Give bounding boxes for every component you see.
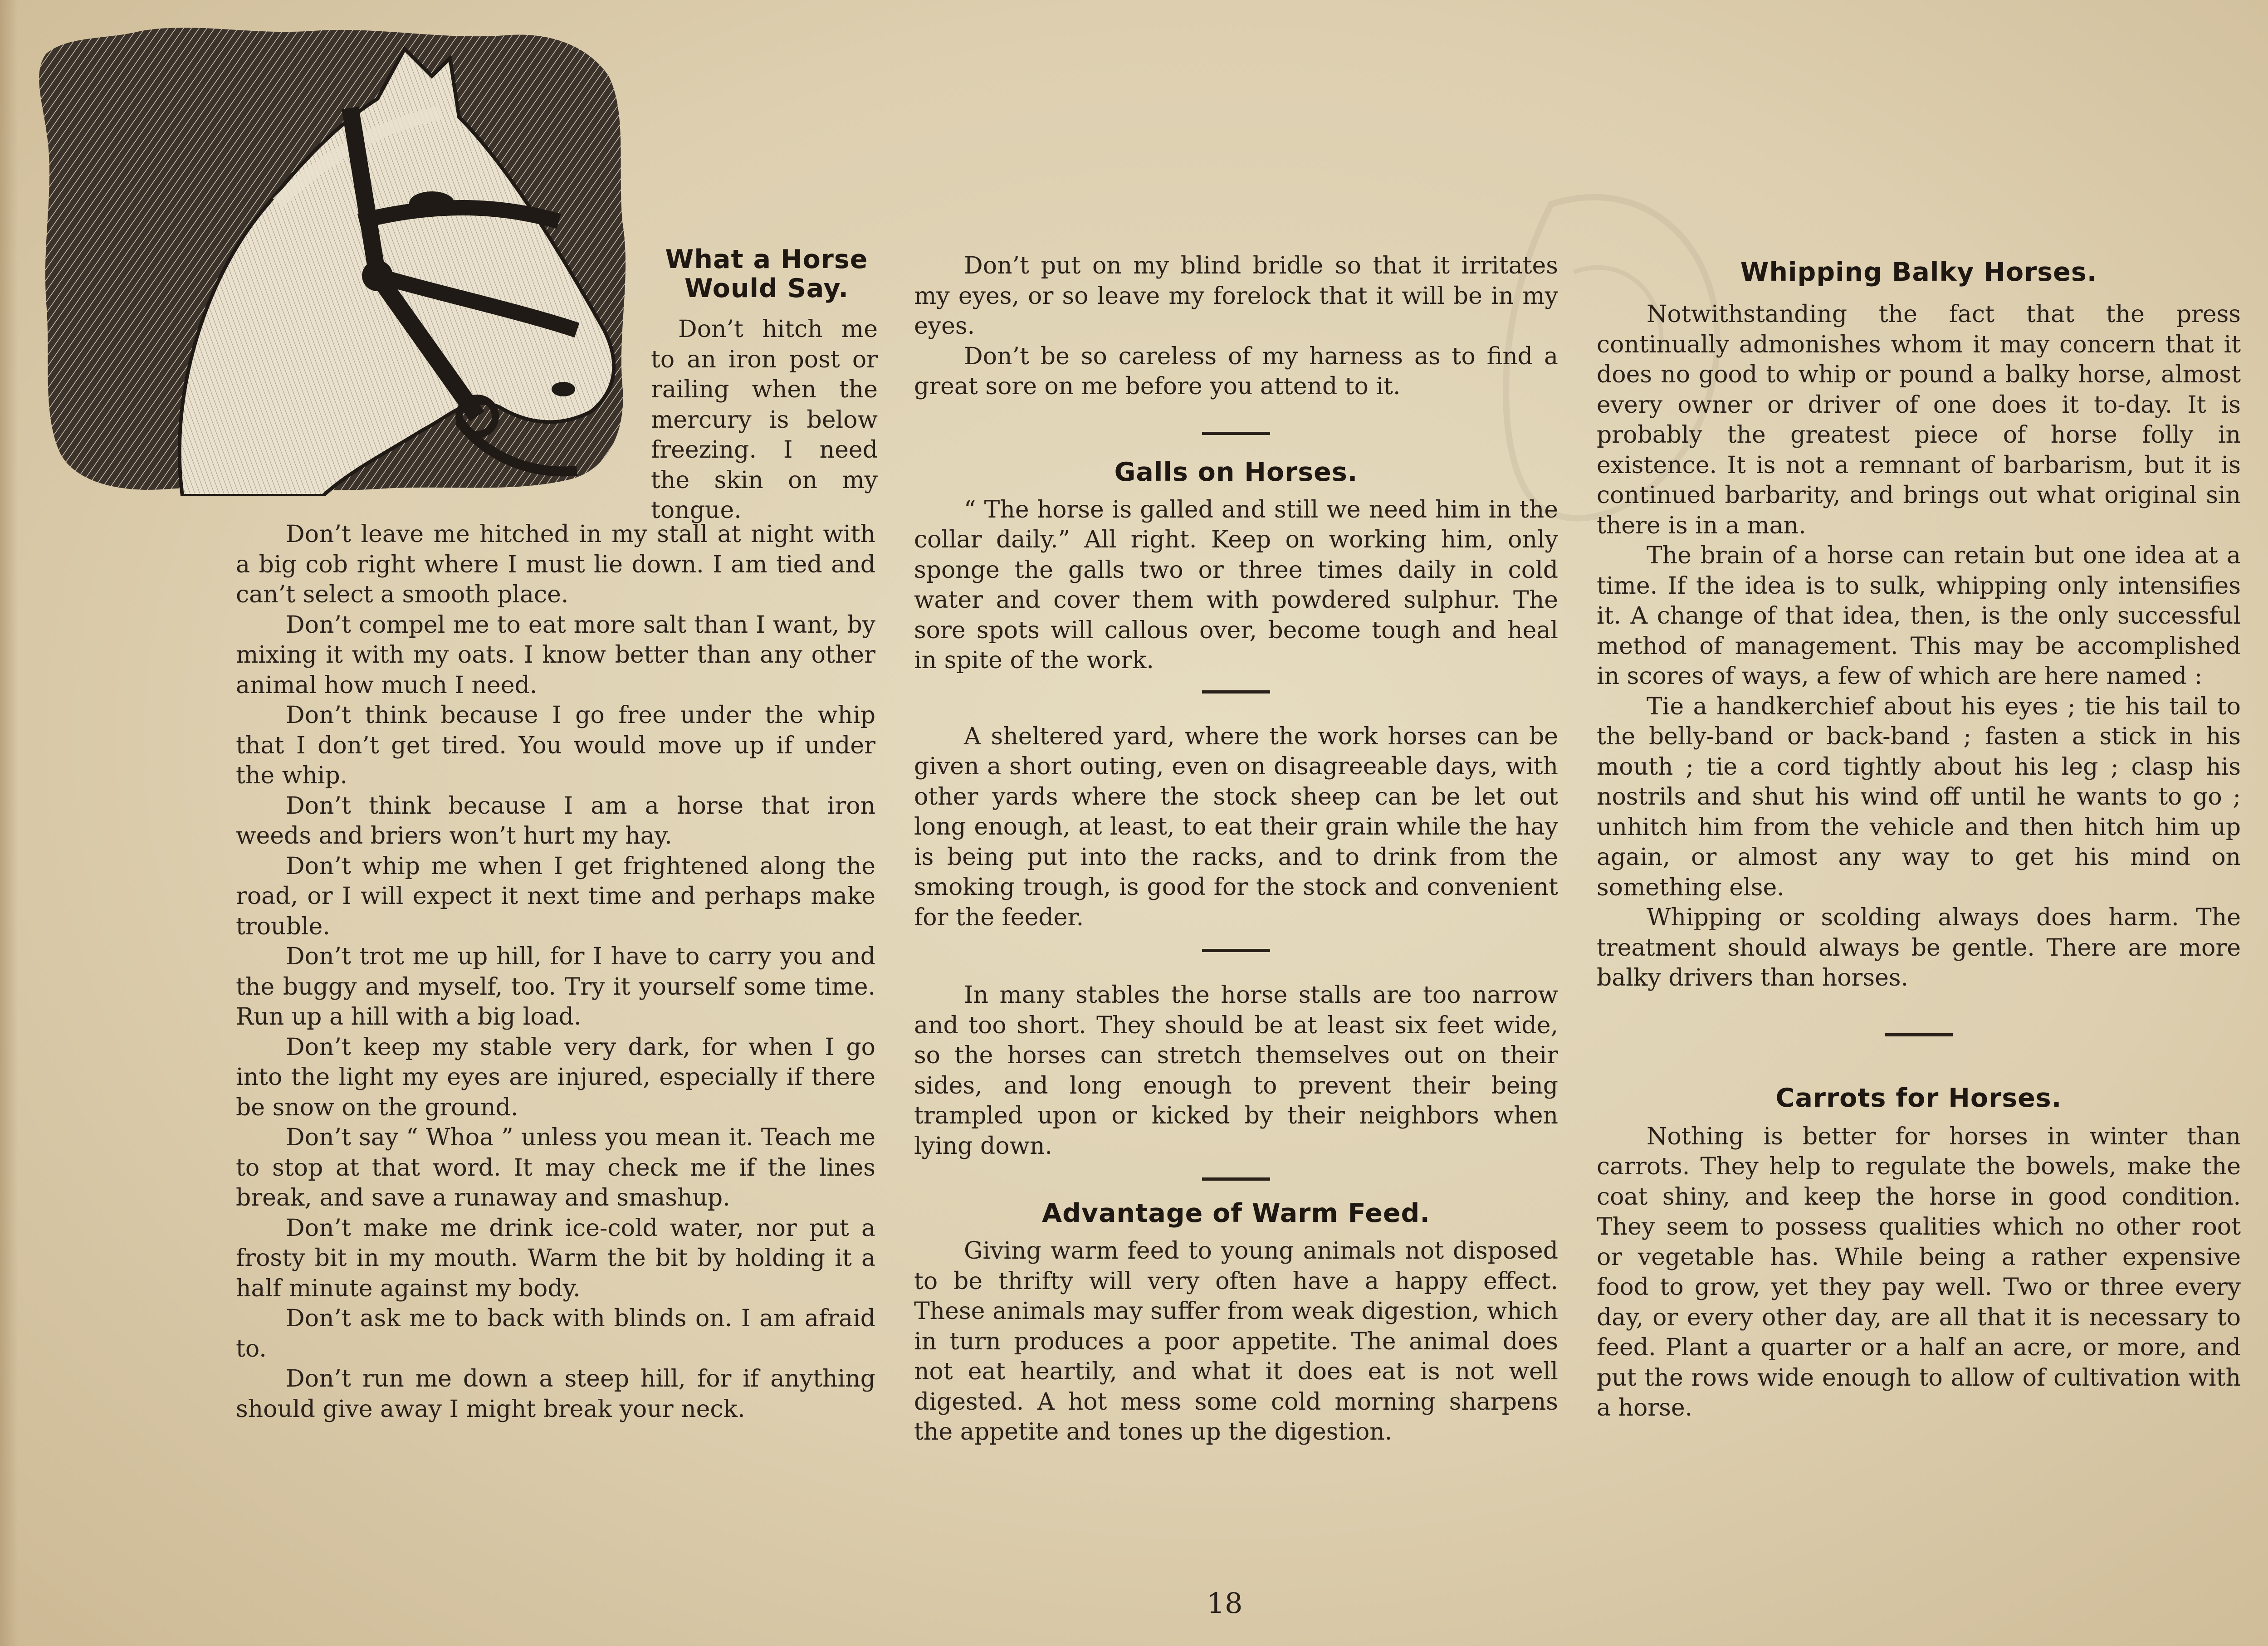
paragraph: Notwithstanding the fact that the press continually admonishes whom it may concern that it does no good to whip or pound a balky horse, almost every owner or driver of one does it to-day. It is probably the greatest piece of horse folly in existence. It is not a remnant of barbarism, but it is continued barbarity, and brings out what original sin there is in a man. (1597, 301, 2241, 539)
galls-heading: Galls on Horses. (1114, 457, 1358, 487)
carrots-heading: Carrots for Horses. (1775, 1083, 2062, 1113)
paragraph: Tie a handkerchief about his eyes ; tie his tail to the belly-band or back-band ; fasten a stick in his mouth ; tie a cord tightly about his leg ; clasp his nostrils and shut his wind off until he wants to go ; unhitch him from the vehicle and then hitch him up again, or almost any way to get his mind on something else. (1597, 693, 2241, 901)
page-fold-shadow (0, 0, 18, 1646)
paragraph: Don’t compel me to eat more salt than I want, by mixing it with my oats. I know better than any other animal how much I need. (236, 611, 875, 699)
paragraph: Don’t put on my blind bridle so that it irritates my eyes, or so leave my forelock that it will be in my eyes. (914, 252, 1558, 340)
paragraph: Don’t whip me when I get frightened along the road, or I will expect it next time and perhaps make trouble. (236, 852, 875, 940)
paragraph: Don’t run me down a steep hill, for if anything should give away I might break your neck. (236, 1365, 875, 1423)
horse-head-illustration (33, 22, 636, 496)
paragraph: A sheltered yard, where the work horses can be given a short outing, even on disagreeable days, with other yards where the stock sheep can be let out long enough, at least, to eat their grain while the hay is being put into the racks, and to drink from the smoking trough, is good for the stock and convenient for the feeder. (914, 723, 1558, 931)
section-divider (1202, 432, 1270, 435)
paragraph: Nothing is better for horses in winter than carrots. They help to regulate the bowels, make the coat shiny, and keep the horse in good condition. They seem to possess qualities which no other root or vegetable has. While being a rather expensive food to grow, yet they pay well. Two or three every day, or every other day, are all that it is necessary to feed. Plant a quarter or a half an acre, or more, and put the rows wide enough to allow of cultivation with a horse. (1597, 1123, 2241, 1421)
whipping-heading: Whipping Balky Horses. (1740, 257, 2097, 287)
page-number: 18 (1207, 1587, 1243, 1620)
paragraph: The brain of a horse can retain but one idea at a time. If the idea is to sulk, whipping only intensifies it. A change of that idea, then, is the only successful method of management. This may be accomplished in scores of ways, a few of which are here named : (1597, 542, 2241, 690)
paragraph: Don’t be so careless of my harness as to find a great sore on me before you attend to it. (914, 342, 1558, 400)
section-divider (1202, 690, 1270, 694)
warm-feed-heading: Advantage of Warm Feed. (1042, 1198, 1430, 1228)
paragraph: In many stables the horse stalls are too narrow and too short. They should be at least six feet wide, so the horses can stretch themselves out on their sides, and long enough to prevent their being trampled upon or kicked by their neighbors when lying down. (914, 982, 1558, 1160)
paragraph: Whipping or scolding always does harm. The treatment should always be gentle. There are more balky drivers than horses. (1597, 904, 2241, 992)
column-1 (236, 519, 875, 1424)
section-divider (1885, 1033, 1953, 1036)
paragraph: “ The horse is galled and still we need him in the collar daily.” All right. Keep on working him, only sponge the galls two or three times daily in cold water and cover them with powdered sulphur. The sore spots will callous over, become tough and heal in spite of the work. (914, 496, 1558, 674)
paragraph: Don’t keep my stable very dark, for when I go into the light my eyes are injured, especially if there be snow on the ground. (236, 1033, 875, 1121)
intro-text (651, 314, 878, 526)
paragraph: Don’t leave me hitched in my stall at night with a big cob right where I must lie down. I am tied and can’t select a smooth place. (236, 521, 875, 608)
intro-paragraph: Don’t hitch me to an iron post or railing when the mercury is below freezing. I need the skin on my tongue. (651, 316, 878, 524)
paragraph: Don’t make me drink ice-cold water, nor put a frosty bit in my mouth. Warm the bit by holding it a half minute against my body. (236, 1214, 875, 1302)
paragraph: Don’t think because I am a horse that iron weeds and briers won’t hurt my hay. (236, 792, 875, 850)
paragraph: Don’t think because I go free under the whip that I don’t get tired. You would move up if under the whip. (236, 702, 875, 789)
paragraph: Don’t trot me up hill, for I have to carry you and the buggy and myself, too. Try it yourself some time. Run up a hill with a big load. (236, 943, 875, 1031)
paragraph: Don’t ask me to back with blinds on. I am afraid to. (236, 1305, 875, 1363)
section-divider (1202, 1177, 1270, 1181)
paragraph: Don’t say “ Whoa ” unless you mean it. Teach me to stop at that word. It may check me if the lines break, and save a runaway and smashup. (236, 1124, 875, 1211)
column-2 (914, 251, 1558, 1447)
column-3 (1597, 257, 2241, 1423)
what-a-horse-would-say-heading: What a Horse Would Say. (665, 244, 868, 303)
paragraph: Giving warm feed to young animals not disposed to be thrifty will very often have a happy effect. These animals may suffer from weak digestion, which in turn produces a poor appetite. The animal does not eat heartily, and what it does eat is not well digested. A hot mess some cold morning sharpens the appetite and tones up the digestion. (914, 1237, 1558, 1446)
section-divider (1202, 949, 1270, 952)
